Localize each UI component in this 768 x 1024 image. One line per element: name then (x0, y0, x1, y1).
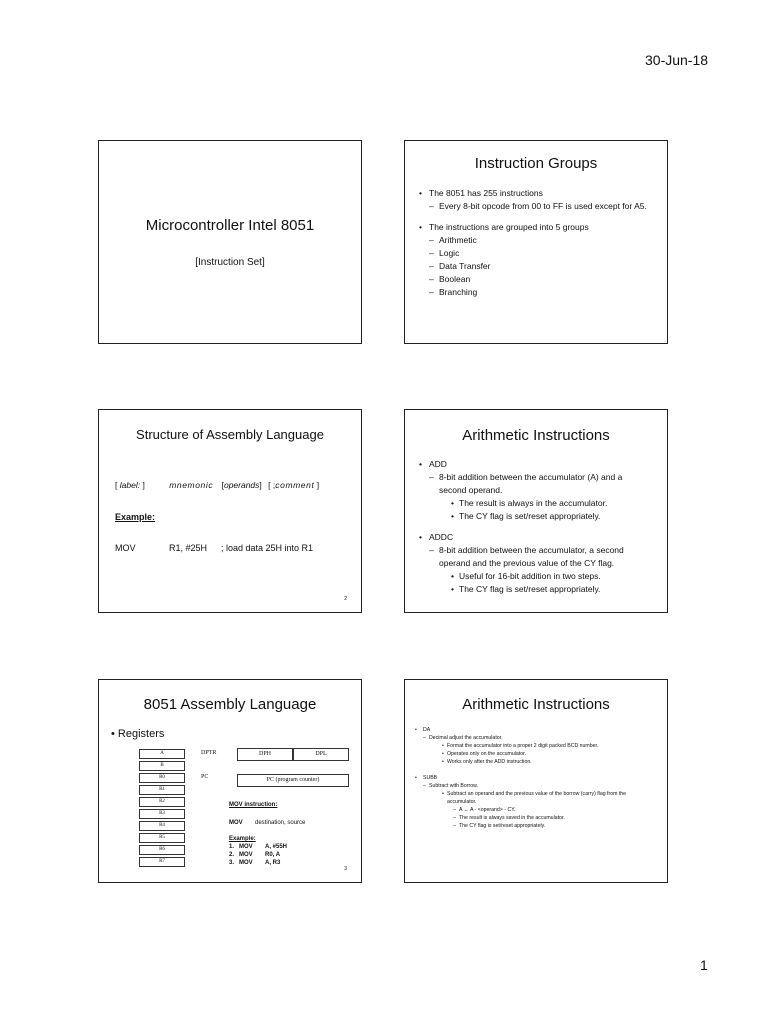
group-item: – Logic (415, 247, 651, 260)
register-box: R0 (139, 773, 185, 783)
mov-syntax-op: MOV (229, 820, 243, 826)
slide-title: Arithmetic Instructions (462, 696, 610, 713)
registers-bullet: Registers (117, 728, 165, 740)
dpl-box: DPL (293, 748, 349, 761)
spacer (415, 213, 651, 221)
register-box: R7 (139, 857, 185, 867)
slide-assembly-language (98, 679, 362, 883)
register-box: R5 (139, 833, 185, 843)
group-item: – Branching (415, 286, 651, 299)
syntax-comment: comment (275, 480, 315, 490)
bullet-list (415, 187, 651, 299)
register-box: B (139, 761, 185, 771)
bullet-item: • Registers (111, 728, 165, 740)
point-item: • The result is always in the accumulator. (415, 497, 651, 510)
slide-title: 8051 Assembly Language (143, 696, 317, 713)
slide-title: Arithmetic Instructions (462, 427, 610, 444)
example-op: MOV (239, 860, 253, 866)
sub-bullet-item: – Every 8-bit opcode from 00 to FF is used except for A5. (415, 200, 651, 213)
bullet-list (411, 726, 655, 830)
slide-instruction-groups (404, 140, 668, 344)
example-number: 1. (229, 844, 235, 850)
example-heading: Example: (115, 512, 156, 522)
syntax-label: label: (119, 480, 141, 490)
syntax-mnemonic: mnemonic (169, 480, 214, 490)
slide-title: Instruction Groups (474, 155, 598, 172)
group-item: – Arithmetic (415, 234, 651, 247)
syntax-bracket: [ ; (268, 480, 276, 490)
syntax-bracket: ] (316, 480, 320, 490)
register-box: A (139, 749, 185, 759)
example-args: R0, A (265, 852, 281, 858)
slide-number: 2 (344, 596, 347, 602)
point-item: • Subtract an operand and the previous value of the borrow (carry) flag from the accumulator. (411, 790, 655, 806)
example-op: MOV (239, 844, 253, 850)
point-item: • Useful for 16-bit addition in two steps. (415, 570, 651, 583)
example-number: 2. (229, 852, 235, 858)
group-item: – Data Transfer (415, 260, 651, 273)
syntax-operands: operands (223, 480, 260, 490)
example-args: A, #55H (265, 844, 288, 850)
example-op: MOV (239, 852, 253, 858)
bullet-item: • ADD (415, 458, 651, 471)
slide-number: 3 (344, 866, 347, 872)
pc-box: PC (program counter) (237, 774, 349, 787)
slide-title: Microcontroller Intel 8051 (145, 217, 315, 234)
syntax-bracket: [ (115, 480, 118, 490)
example-comment: ; load data 25H into R1 (221, 543, 314, 553)
example-heading: Example: (229, 836, 256, 842)
slide-title: Structure of Assembly Language (136, 427, 324, 442)
bullet-item: • DA (411, 726, 655, 734)
point-item: • Operates only on the accumulator. (411, 750, 655, 758)
point-item: • The CY flag is set/reset appropriately. (415, 510, 651, 523)
pc-label: PC (201, 774, 209, 780)
sub-point-item: – The result is always saved in the accumulator. (411, 814, 655, 822)
register-box: R4 (139, 821, 185, 831)
bullet-item: • The instructions are grouped into 5 groups (415, 221, 651, 234)
point-item: • The CY flag is set/reset appropriately. (415, 583, 651, 596)
bullet-item: • SUBB (411, 774, 655, 782)
register-box: R6 (139, 845, 185, 855)
slide-arithmetic-1 (404, 409, 668, 613)
syntax-bracket: ] (142, 480, 145, 490)
sub-bullet-item: – Subtract with Borrow. (411, 782, 655, 790)
register-box: R3 (139, 809, 185, 819)
sub-point-item: – A ← A - <operand> - CY. (411, 806, 655, 814)
register-box: R2 (139, 797, 185, 807)
point-item: • Format the accumulator into a proper 2 digit packed BCD number. (411, 742, 655, 750)
slide-arithmetic-2 (404, 679, 668, 883)
sub-point-item: – The CY flag is set/reset appropriately. (411, 822, 655, 830)
spacer (411, 766, 655, 774)
slide-assembly-structure (98, 409, 362, 613)
mov-syntax-args: destination, source (255, 820, 306, 826)
bullet-item: • The 8051 has 255 instructions (415, 187, 651, 200)
bullet-item: • ADDC (415, 531, 651, 544)
mov-heading: MOV instruction: (229, 802, 278, 808)
syntax-line (115, 480, 319, 490)
dptr-label: DPTR (201, 750, 217, 756)
point-item: • Works only after the ADD instruction. (411, 758, 655, 766)
example-number: 3. (229, 860, 235, 866)
dph-box: DPH (237, 748, 293, 761)
sub-bullet-item: – 8-bit addition between the accumulator, a second operand and the previous value of the CY flag. (415, 544, 651, 570)
example-mnemonic: MOV (115, 543, 136, 553)
page-date: 30-Jun-18 (645, 52, 709, 68)
slide-1-title (98, 140, 362, 344)
group-item: – Boolean (415, 273, 651, 286)
register-box: R1 (139, 785, 185, 795)
syntax-bracket: [ (221, 480, 224, 490)
syntax-bracket: ] (259, 480, 262, 490)
page-number: 1 (700, 957, 708, 973)
bullet-list (415, 458, 651, 596)
sub-bullet-item: – Decimal adjust the accumulator. (411, 734, 655, 742)
spacer (415, 523, 651, 531)
example-operands: R1, #25H (169, 543, 208, 553)
sub-bullet-item: – 8-bit addition between the accumulator (A) and a second operand. (415, 471, 651, 497)
slide-subtitle: [Instruction Set] (195, 257, 265, 268)
example-args: A, R3 (265, 860, 281, 866)
